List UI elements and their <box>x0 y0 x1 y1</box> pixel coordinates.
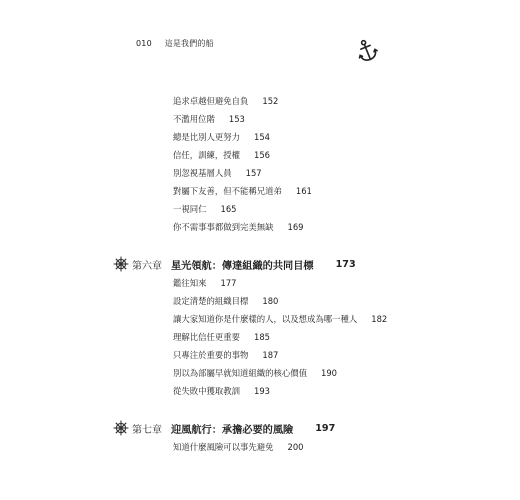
entry-page: 161 <box>295 186 312 196</box>
entry-title: 從失敗中獲取教訓 <box>173 386 240 396</box>
entry-title: 不濫用位階 <box>173 114 215 124</box>
entry-title: 別忽視基層人員 <box>173 168 232 178</box>
entry-page: 154 <box>254 132 270 142</box>
anchor-icon <box>354 38 380 64</box>
entry-title: 讓大家知道你是什麼樣的人，以及想成為哪一種人 <box>173 314 358 324</box>
entry-page: 165 <box>220 204 237 214</box>
entry-title: 別以為部屬早就知道組織的核心價值 <box>173 368 307 378</box>
toc-entry[interactable] <box>173 313 387 325</box>
toc-entry[interactable] <box>173 367 337 379</box>
entry-page: 193 <box>254 386 270 396</box>
entry-page: 177 <box>220 278 237 288</box>
chapter-number: 第六章 <box>132 260 162 272</box>
toc-entry[interactable] <box>173 385 270 397</box>
entry-page: 169 <box>287 222 304 232</box>
chapter-page: 197 <box>315 422 336 434</box>
running-header <box>136 38 214 49</box>
entry-page: 190 <box>321 368 337 378</box>
chapter-number: 第七章 <box>132 424 162 436</box>
ship-wheel-icon <box>113 256 129 272</box>
entry-page: 185 <box>254 332 270 342</box>
ship-wheel-icon <box>113 420 129 436</box>
entry-title: 只專注於重要的事物 <box>173 350 249 360</box>
toc-entry[interactable] <box>173 95 278 107</box>
entry-page: 180 <box>262 296 279 306</box>
toc-entry[interactable] <box>173 113 245 125</box>
toc-entry[interactable] <box>173 131 270 143</box>
toc-entry[interactable] <box>173 149 270 161</box>
chapter-title: 迎風航行：承擔必要的風險 <box>171 424 294 436</box>
toc-entry[interactable] <box>173 277 237 289</box>
entry-title: 一視同仁 <box>173 204 207 214</box>
entry-title: 信任，訓練，授權 <box>173 150 240 160</box>
entry-title: 總是比別人更努力 <box>173 132 240 142</box>
toc-entry[interactable] <box>173 331 270 343</box>
entry-title: 理解比信任更重要 <box>173 332 240 342</box>
toc-entry[interactable] <box>173 349 278 361</box>
chapter-title: 星光領航：傳達組織的共同目標 <box>171 260 314 272</box>
entry-page: 156 <box>254 150 270 160</box>
book-title: 這是我們的船 <box>164 39 214 48</box>
toc-entry[interactable] <box>173 221 304 233</box>
toc-entry[interactable] <box>173 295 278 307</box>
entry-page: 187 <box>262 350 279 360</box>
chapter-heading[interactable] <box>113 420 335 436</box>
chapter-page: 173 <box>335 258 356 270</box>
entry-page: 152 <box>262 96 279 106</box>
entry-page: 153 <box>228 114 245 124</box>
entry-page: 200 <box>287 442 304 452</box>
chapter-heading[interactable] <box>113 256 356 272</box>
toc-entry[interactable] <box>173 203 237 215</box>
toc-entry[interactable] <box>173 441 304 453</box>
entry-title: 你不需事事都做到完美無缺 <box>173 222 274 232</box>
entry-title: 追求卓越但避免自負 <box>173 96 249 106</box>
entry-page: 182 <box>371 314 388 324</box>
entry-page: 157 <box>245 168 262 178</box>
toc-entry[interactable] <box>173 185 312 197</box>
entry-title: 設定清楚的組織目標 <box>173 296 249 306</box>
entry-title: 鑑往知來 <box>173 278 207 288</box>
entry-title: 知道什麼風險可以事先避免 <box>173 442 274 452</box>
entry-title: 對屬下友善，但不能稱兄道弟 <box>173 186 282 196</box>
toc-entry[interactable] <box>173 167 262 179</box>
page-number: 010 <box>136 39 152 48</box>
